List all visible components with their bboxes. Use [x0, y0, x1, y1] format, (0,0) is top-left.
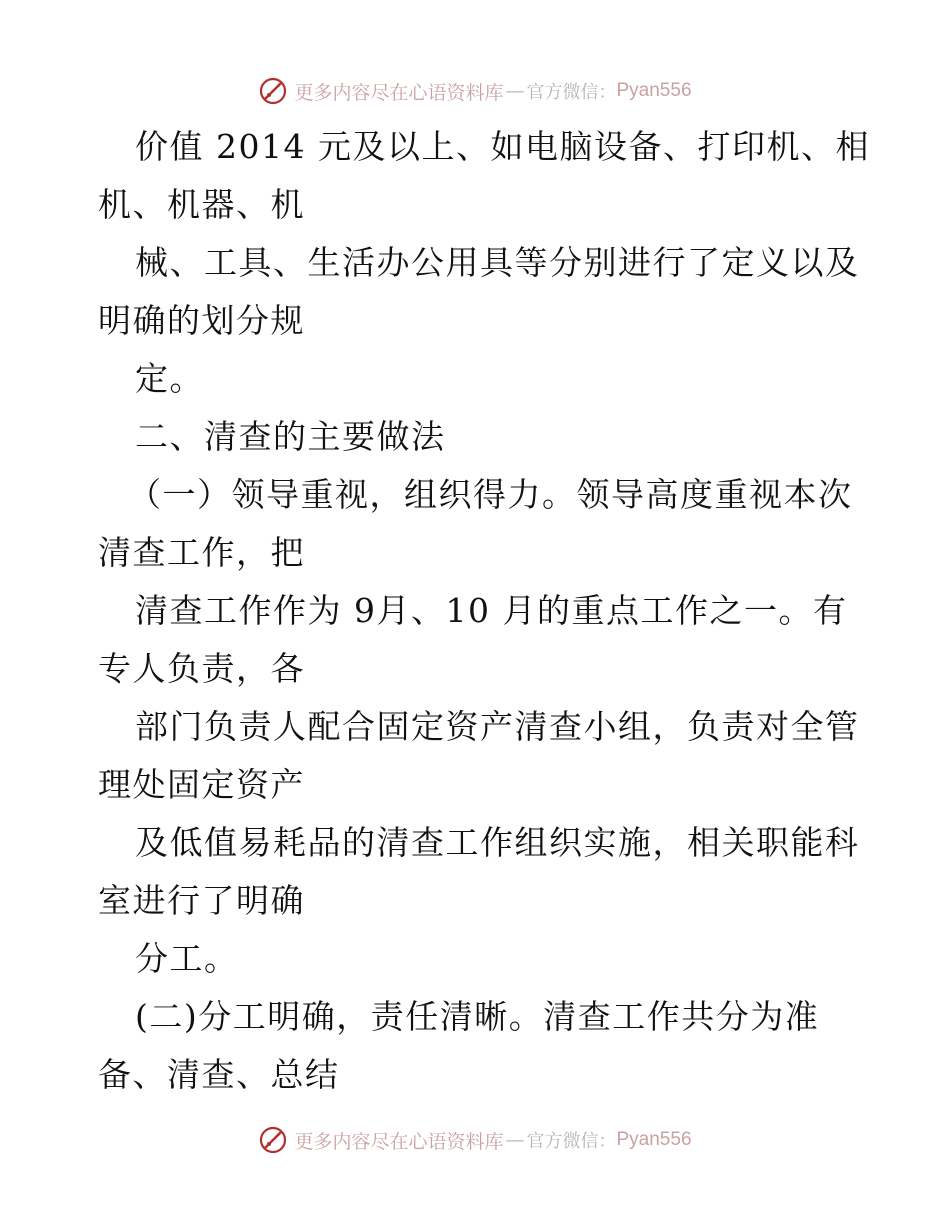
body-line: 及低值易耗品的清查工作组织实施，相关职能科: [135, 823, 860, 862]
body-line: 清查工作，把: [98, 533, 305, 572]
wechat-id: Pyan556: [616, 1129, 692, 1150]
body-line: 专人负责，各: [98, 649, 305, 688]
pen-nib-logo-icon: [258, 1125, 288, 1155]
body-line: 室进行了明确: [98, 881, 305, 920]
body-line: （一）领导重视，组织得力。领导高度重视本次: [128, 475, 853, 514]
body-line: 机、机器、机: [98, 185, 305, 224]
body-line: 备、清查、总结: [98, 1055, 340, 1094]
wechat-id: Pyan556: [616, 80, 692, 101]
wechat-label: 官方微信：: [526, 82, 617, 103]
body-line: (二)分工明确，责任清晰。清查工作共分为准: [135, 997, 820, 1036]
site-name: 更多内容尽在心语资料库: [294, 1130, 504, 1153]
header-watermark: [0, 73, 950, 109]
document-body: [98, 118, 870, 1104]
separator-dash: —: [505, 80, 525, 102]
body-line: 部门负责人配合固定资产清查小组，负责对全管: [135, 707, 860, 746]
body-line: 械、工具、生活办公用具等分别进行了定义以及: [135, 243, 860, 282]
body-line: 价值 2014 元及以上、如电脑设备、打印机、相: [135, 127, 870, 166]
separator-dash: —: [505, 1129, 525, 1151]
wechat-label: 官方微信：: [526, 1131, 617, 1152]
body-line: 定。: [135, 359, 204, 398]
footer-watermark: [0, 1122, 950, 1158]
body-line: 理处固定资产: [98, 765, 305, 804]
section-heading: 二、清查的主要做法: [135, 417, 446, 456]
body-line: 分工。: [135, 939, 239, 978]
body-line: 明确的划分规: [98, 301, 305, 340]
body-line: 清查工作作为 9月、10 月的重点工作之一。有: [135, 591, 848, 630]
site-name: 更多内容尽在心语资料库: [294, 81, 504, 104]
pen-nib-logo-icon: [258, 76, 288, 106]
